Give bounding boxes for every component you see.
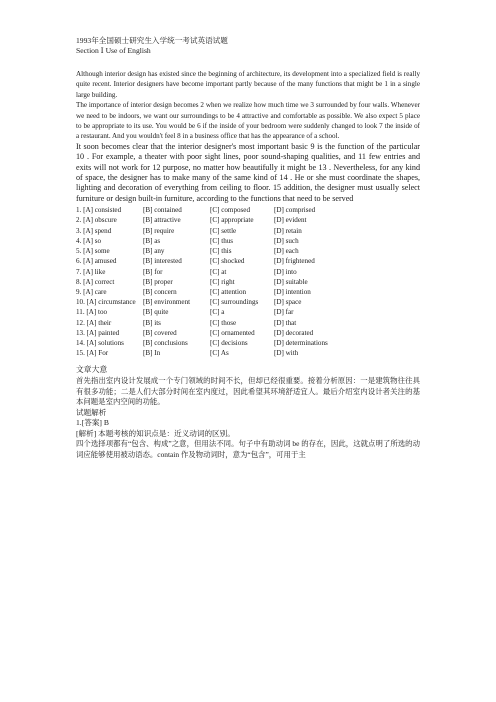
option-cell: [C] surroundings — [210, 298, 259, 307]
option-row — [76, 318, 420, 328]
option-cell: [B] conclusions — [143, 338, 188, 347]
option-cell: [C] those — [210, 318, 237, 327]
analysis-line: [解析] 本题考核的知识点是：近义动词的区别。 — [76, 428, 235, 438]
option-cell: 3. [A] spend — [76, 226, 112, 235]
option-cell: [C] attention — [210, 287, 247, 296]
option-cell: [B] any — [143, 247, 165, 256]
option-cell: [D] determinations — [274, 338, 328, 347]
option-cell: [C] As — [210, 349, 229, 358]
option-row — [76, 205, 420, 215]
option-cell: [B] environment — [143, 298, 191, 307]
answer-options — [76, 205, 420, 358]
option-cell: 8. [A] correct — [76, 277, 115, 286]
option-cell: [D] retain — [274, 226, 302, 235]
option-cell: 13. [A] painted — [76, 328, 120, 337]
section-heading: Section Ⅰ Use of English — [76, 46, 151, 55]
option-cell: [B] contained — [143, 206, 182, 215]
option-cell: [D] evident — [274, 216, 307, 225]
option-cell: [D] with — [274, 349, 299, 358]
exam-title: 1993年全国硕士研究生入学统一考试英语试题 — [76, 36, 228, 45]
option-cell: 9. [A] care — [76, 287, 107, 296]
option-cell: [C] settle — [210, 226, 237, 235]
option-cell: 4. [A] so — [76, 236, 102, 245]
option-cell: [D] suitable — [274, 277, 308, 286]
option-row — [76, 287, 420, 297]
option-cell: 6. [A] amused — [76, 257, 117, 266]
passage-paragraph-2: The importance of interior design becomes 2 when we realize how much time we 3 surrounded by four walls. Whenever we need to be indoors, we want our surroundings to be 4 attractive and comfortable as possible. We also expect 5 place to be appropriate to its use. You would be 6 if the inside of your bedroom were suddenly changed to look 7 the inside of a restaurant. And you wouldn't feel 8 in a business office that has the appearance of a school. — [76, 101, 420, 141]
passage — [76, 69, 420, 204]
option-cell: [D] each — [274, 247, 299, 256]
option-cell: [D] such — [274, 236, 299, 245]
option-cell: [D] frightened — [274, 257, 315, 266]
option-cell: [C] at — [210, 267, 227, 276]
passage-paragraph-3: It soon becomes clear that the interior designer's most important basic 9 is the function of the particular 10 . For example, a theater with poor sight lines, poor sound-shaping qualities, and 11 few entries and exits will not work for 12 purpose, no matter how beautifully it might be 13 . Nevertheless, for any kind of space, the designer has to make many of the same kind of 14 . He or she must coordinate the shapes, lighting and decoration of everything from ceiling to floor. 15 addition, the designer must usually select furniture or design built-in furniture, according to the functions that need to be served — [76, 141, 420, 203]
option-row — [76, 215, 420, 225]
option-cell: [B] proper — [143, 277, 173, 286]
option-cell: [C] thus — [210, 236, 234, 245]
option-row — [76, 277, 420, 287]
option-row — [76, 348, 420, 358]
analysis-title: 试题解析 — [76, 407, 107, 417]
option-cell: 15. [A] For — [76, 349, 109, 358]
option-row — [76, 236, 420, 246]
option-row — [76, 328, 420, 338]
option-cell: [B] attractive — [143, 216, 181, 225]
option-cell: 10. [A] circumstance — [76, 298, 136, 307]
option-cell: [C] ornamented — [210, 328, 255, 337]
option-cell: 7. [A] like — [76, 267, 106, 276]
option-cell: [D] decorated — [274, 328, 314, 337]
option-row — [76, 297, 420, 307]
option-cell: [C] right — [210, 277, 235, 286]
option-cell: 12. [A] their — [76, 318, 112, 327]
passage-paragraph-1: Although interior design has existed since the beginning of architecture, its development into a specialized field is really quite recent. Interior designers have become important partly because of the many functions that might be 1 in a single large building. — [76, 70, 420, 99]
option-cell: 14. [A] solutions — [76, 338, 124, 347]
option-row — [76, 226, 420, 236]
option-cell: [B] quite — [143, 308, 169, 317]
document-page — [76, 36, 420, 461]
option-cell: [C] a — [210, 308, 225, 317]
option-cell: [B] for — [143, 267, 163, 276]
option-row — [76, 246, 420, 256]
summary-title: 文章大意 — [76, 365, 108, 375]
option-cell: [D] that — [274, 318, 297, 327]
option-cell: [B] covered — [143, 328, 177, 337]
answer-line: 1.[答案] B — [76, 418, 109, 428]
option-cell: [D] comprised — [274, 206, 316, 215]
option-cell: [B] In — [143, 349, 161, 358]
option-cell: [B] require — [143, 226, 175, 235]
option-cell: [D] space — [274, 298, 302, 307]
option-cell: [B] concern — [143, 287, 177, 296]
summary-text: 首先指出室内设计发展成一个专门领域的时间不长，但却已经很重要。接着分析原因：一是建筑物往往具有很多功能；二是人们大部分时间在室内度过，因此希望其环境舒适宜人。最后介绍室内设计者关注的基本问题是室内空间的功能。 — [76, 375, 420, 407]
option-cell: [C] appropriate — [210, 216, 254, 225]
option-cell: [C] this — [210, 247, 232, 256]
option-cell: [D] far — [274, 308, 294, 317]
option-row — [76, 267, 420, 277]
option-cell: [B] interested — [143, 257, 182, 266]
option-cell: [C] decisions — [210, 338, 248, 347]
option-cell: [B] as — [143, 236, 161, 245]
option-row — [76, 256, 420, 266]
option-cell: [D] intention — [274, 287, 311, 296]
option-cell: 11. [A] too — [76, 308, 108, 317]
analysis-text: 四个选择项都有“包含、构成”之意，但用法不同。句子中有助动词 be 的存在，因此，这就点明了所选的动词应能够使用被动语态。contain 作及物动词时，意为“包含”，可用于主 — [76, 439, 420, 460]
option-cell: 2. [A] obscure — [76, 216, 117, 225]
option-cell: 5. [A] some — [76, 247, 110, 256]
option-cell: [D] into — [274, 267, 297, 276]
option-cell: [C] shocked — [210, 257, 245, 266]
option-row — [76, 338, 420, 348]
option-cell: [C] composed — [210, 206, 250, 215]
option-cell: 1. [A] consisted — [76, 206, 122, 215]
option-cell: [B] its — [143, 318, 161, 327]
option-row — [76, 307, 420, 317]
